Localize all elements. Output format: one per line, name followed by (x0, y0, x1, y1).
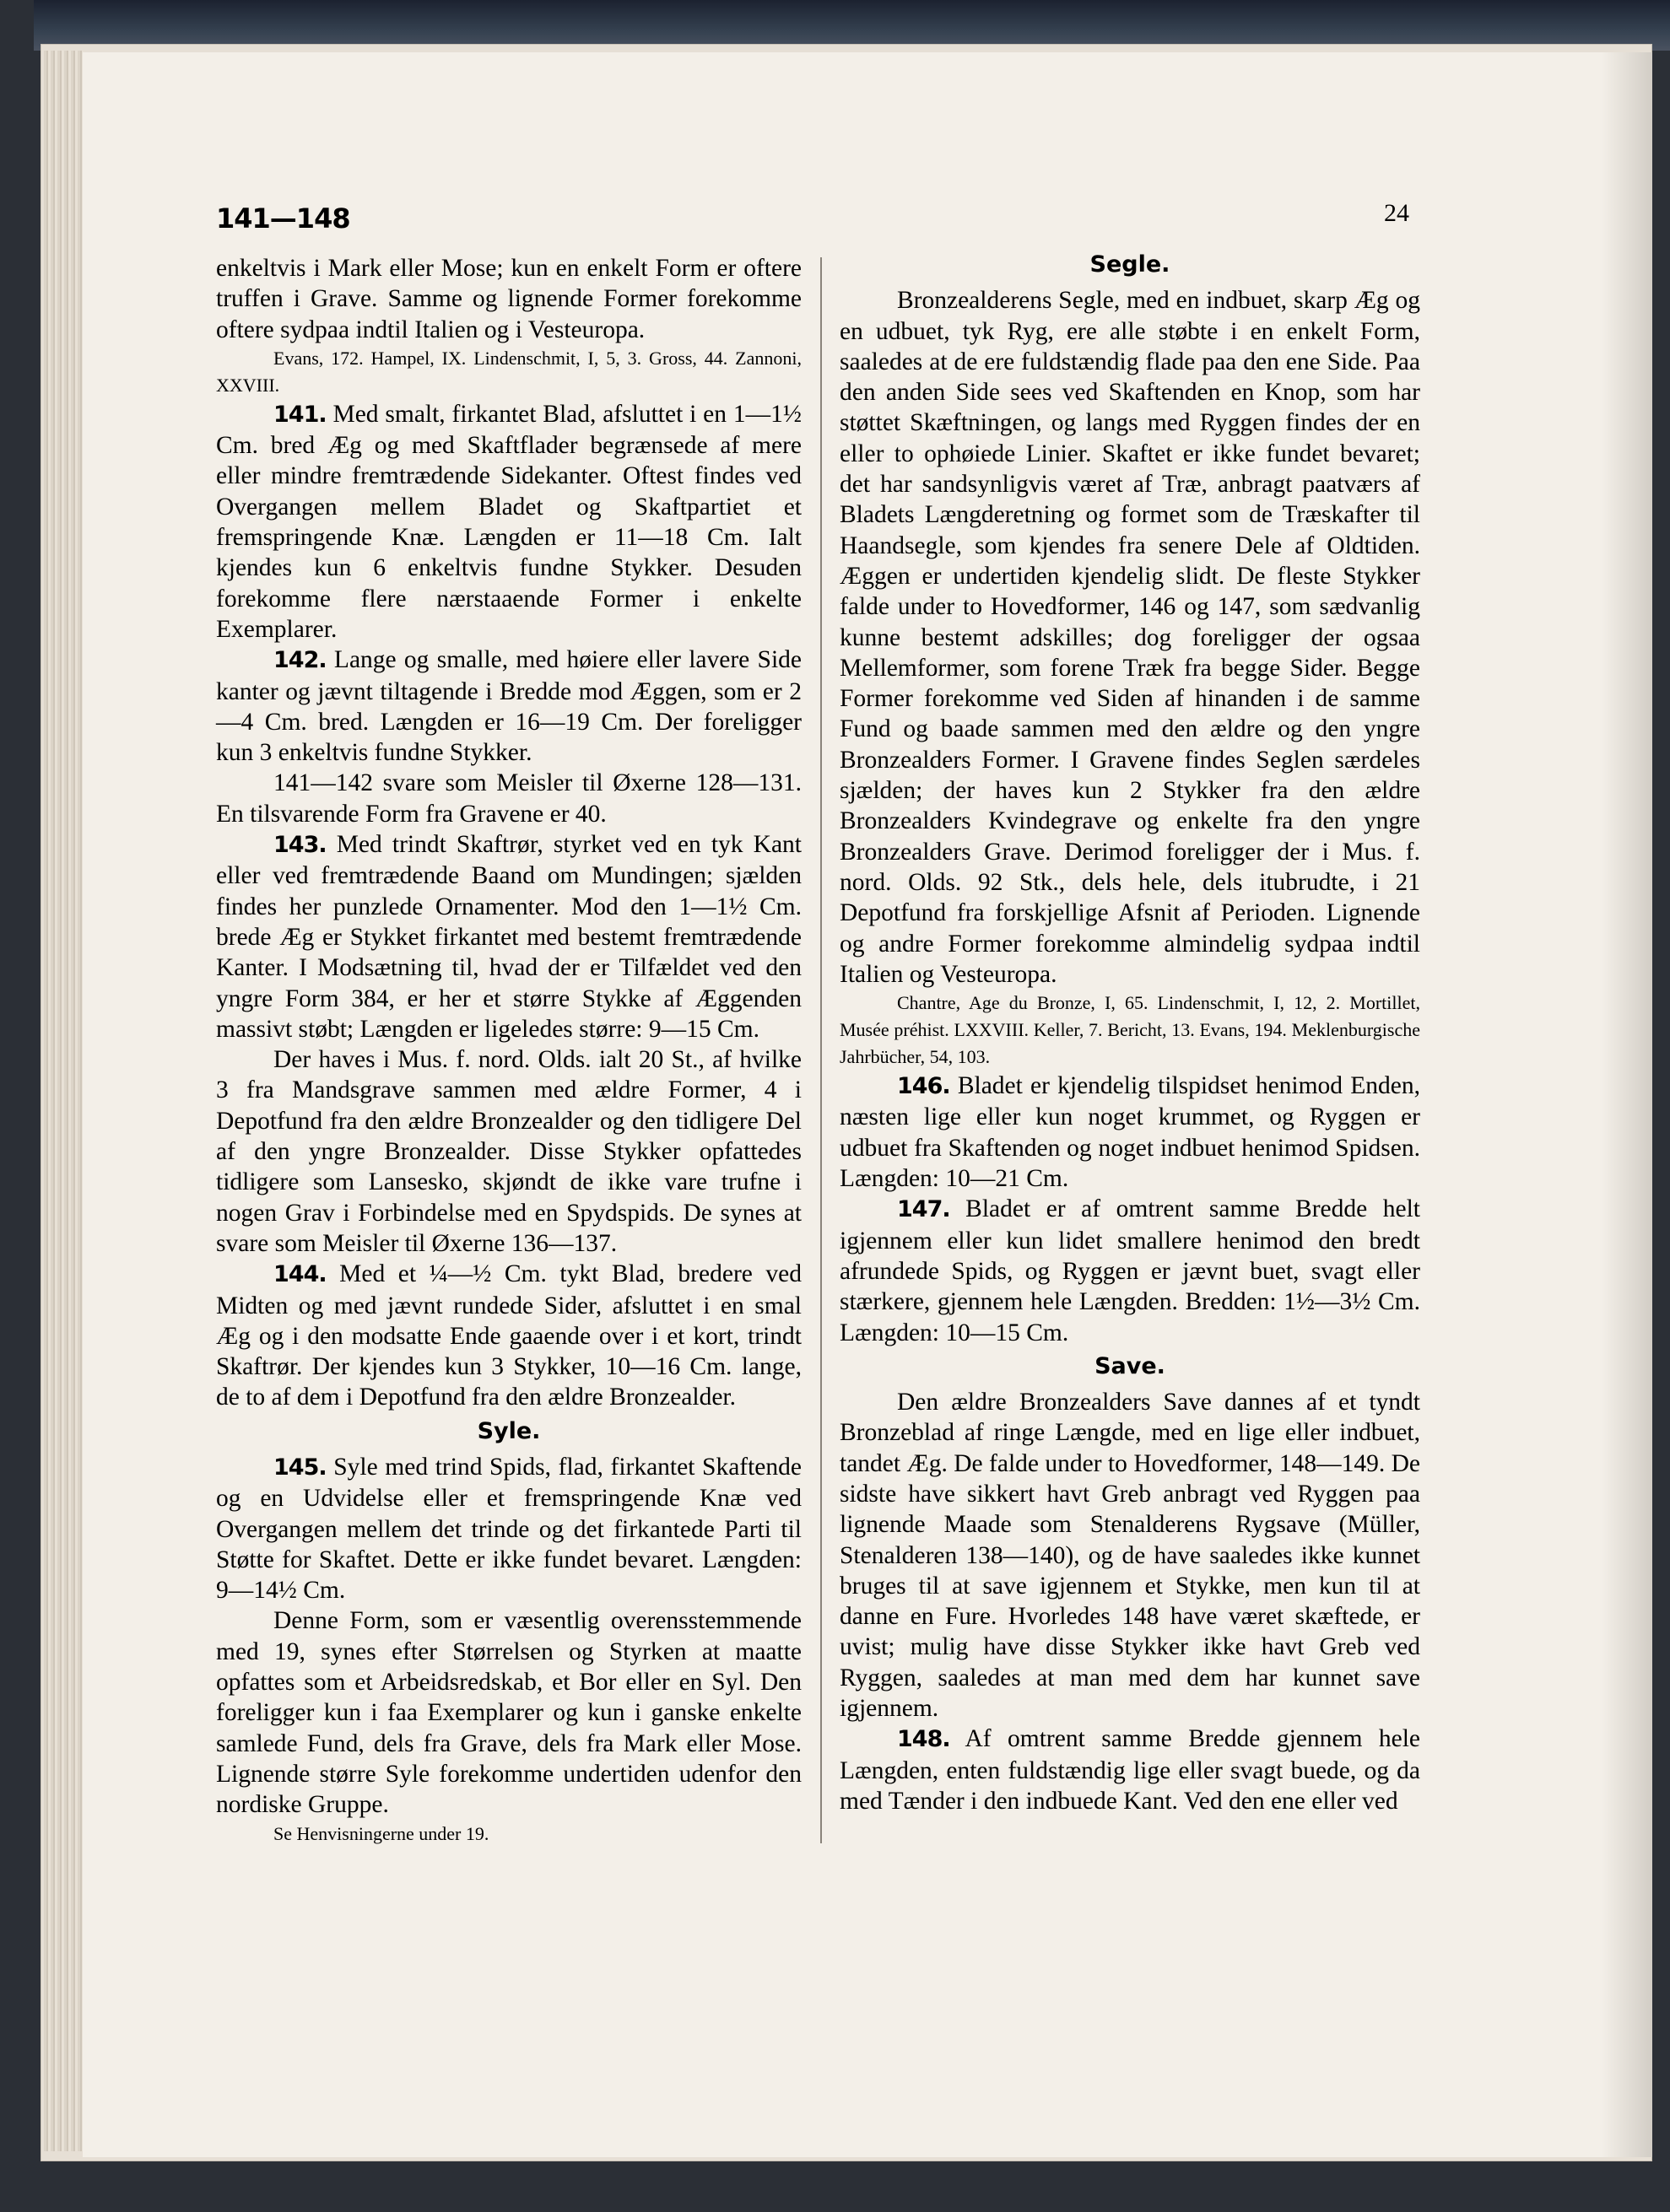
left-column (216, 253, 802, 1848)
section-heading: Save. (1094, 1352, 1165, 1379)
entry-text: Med trindt Skaftrør, styrket ved en tyk Kant eller ved fremtrædende Baand om Mundingen; sjælden findes her punzlede Ornamenter. Mod den 1—1½ Cm. brede Æg er Stykket firkantet med bestemt fremtrædende Kanter. I Modsætning til, hvad der er Tilfældet ved den yngre Form 384, er her et større Stykke af Æggenden massivt støbt; Længden er ligeledes større: 9—15 Cm. (216, 831, 802, 1043)
entry-text: Lange og smalle, med høiere eller lavere Side kanter og jævnt tiltagende i Bredde mod Æggen, som er 2—4 Cm. bred. Længden er 16—19 Cm. Der foreligger kun 3 enkeltvis fundne Stykker. (216, 646, 802, 767)
entry-number: 145. (273, 1454, 327, 1481)
reference-note: Chantre, Age du Bronze, I, 65. Lindenschmit, I, 12, 2. Mortillet, Musée préhist. LXXVIII. Keller, 7. Bericht, 13. Evans, 194. Meklenburgische Jahrbücher, 54, 103. (840, 992, 1420, 1068)
right-column (840, 246, 1420, 1816)
section-heading: Segle. (1089, 251, 1170, 278)
numbered-entry (216, 1259, 802, 1412)
book-binding (34, 0, 1670, 51)
entry-number: 148. (897, 1726, 950, 1753)
paragraph: Bronzealderens Segle, med en indbuet, skarp Æg og en udbuet, tyk Ryg, ere alle støbte i en enkelt Form, saaledes at de ere fuldstændig flade paa den ene Side. Paa den anden Side sees ved Skaftenden en Knop, som har støttet Skæftningen, og langs med Ryggen findes der en eller to ophøiede Linier. Skaftet er ikke fundet bevaret; det har sandsynligvis været af Træ, anbragt paatværs af Bladets Længderetning og formet som de Træskafter til Haandsegle, som kjendes fra senere Dele af Oldtiden. Æggen er undertiden kjendelig slidt. De fleste Stykker falde under to Hovedformer, 146 og 147, som sædvanlig kunne bestemt adskilles; dog foreligger der ogsaa Mellemformer, som forene Træk fra begge Sider. Begge Former forekomme ved Siden af hinanden i de samme Fund og baade sammen med den ældre og den yngre Bronzealders Former. I Gravene findes Seglen særdeles sjælden; der haves kun 2 Stykker fra den ældre Bronzealders Kvindegrave og enkelte fra den yngre Bronzealders Grave. Derimod foreligger der i Mus. f. nord. Olds. 92 Stk., dels hele, dels itubrudte, i 21 Depotfund fra forskjellige Afsnit af Perioden. Lignende og andre Former forekomme almindelig sydpaa indtil Italien og Vesteuropa. (840, 287, 1420, 988)
entry-text: Bladet er af omtrent samme Bredde helt igjennem eller kun lidet smallere henimod den bredt afrundede Spids, og Ryggen er jævnt buet, svagt eller stærkere, gjennem hele Længden. Bredden: 1½—3½ Cm. Længden: 10—15 Cm. (840, 1195, 1420, 1346)
reference-note: Se Henvisningerne under 19. (273, 1822, 489, 1844)
entry-text: Af omtrent samme Bredde gjennem hele Længden, enten fuldstændig lige eller svagt buede, og da med Tænder i den indbuede Kant. Ved den ene eller ved (840, 1725, 1420, 1815)
numbered-entry (216, 1452, 802, 1605)
numbered-entry (840, 1071, 1420, 1194)
section-heading: Syle. (477, 1417, 541, 1444)
paragraph: enkeltvis i Mark eller Mose; kun en enkelt Form er oftere truffen i Grave. Samme og lignende Former forekomme oftere sydpaa indtil Italien og i Vesteuropa. (216, 255, 802, 343)
entry-number: 146. (897, 1073, 950, 1100)
page-header-range: 141—148 (216, 202, 350, 235)
paragraph: Den ældre Bronzealders Save dannes af et tyndt Bronzeblad af ringe Længde, med en lige eller indbuet, tandet Æg. De falde under to Hovedformer, 148—149. De sidste have sikkert havt Greb anbragt ved Ryggen paa lignende Maade som Stenalderens Rygsave (Müller, Stenalderen 138—140), og de have saaledes ikke kunnet bruges til at save igjennem et Stykke, men kun til at danne en Fure. Hvorledes 148 have været skæftede, er uvist; mulig have disse Stykker ikke havt Greb ved Ryggen, saaledes at man med dem har kunnet save igjennem. (840, 1389, 1420, 1723)
numbered-entry (216, 399, 802, 645)
entry-text: Syle med trind Spids, flad, firkantet Skaftende og en Udvidelse eller et fremspringende Knæ ved Overgangen mellem det trinde og det firkantede Parti til Støtte for Skaftet. Dette er ikke fundet bevaret. Længden: 9—14½ Cm. (216, 1453, 802, 1605)
entry-number: 143. (273, 832, 327, 859)
entry-number: 142. (273, 647, 327, 674)
entry-text: Med smalt, firkantet Blad, afsluttet i en 1—1½ Cm. bred Æg og med Skaftflader begrænsede af mere eller mindre fremtrædende Sidekanter. Oftest findes ved Overgangen mellem Bladet og Skaftpartiet et fremspringende Knæ. Længden er 11—18 Cm. Ialt kjendes kun 6 enkeltvis fundne Stykker. Desuden forekomme flere nærstaaende Former i enkelte Exemplarer. (216, 400, 802, 643)
page-shadow (1602, 52, 1652, 2157)
paragraph: Der haves i Mus. f. nord. Olds. ialt 20 St., af hvilke 3 fra Mandsgrave sammen med ældre Former, 4 i Depotfund fra den ældre Bronzealder og den tidligere Del af den yngre Bronzealder. Disse Stykker opfattedes tidligere som Lansesko, skjøndt de ikke vare trufne i nogen Grav i Forbindelse med en Spydspids. De synes at svare som Meisler til Øxerne 136—137. (216, 1046, 802, 1257)
page-number: 24 (1384, 199, 1409, 227)
numbered-entry (840, 1724, 1420, 1816)
entry-number: 147. (897, 1196, 950, 1223)
entry-number: 141. (273, 401, 327, 428)
reference-note: Evans, 172. Hampel, IX. Lindenschmit, I, 5, 3. Gross, 44. Zannoni, XXVIII. (216, 347, 802, 396)
column-divider (820, 257, 822, 1843)
entry-text: Med et ¼—½ Cm. tykt Blad, bredere ved Midten og med jævnt rundede Sider, afsluttet i en smal Æg og i den modsatte Ende gaaende over i et kort, trindt Skaftrør. Der kjendes kun 3 Stykker, 10—16 Cm. lange, de to af dem i Depotfund fra den ældre Bronzealder. (216, 1260, 802, 1411)
page-edges (44, 51, 84, 2151)
paragraph: Denne Form, som er væsentlig overensstemmende med 19, synes efter Størrelsen og Styrken at maatte opfattes som et Arbeidsredskab, et Bor eller en Syl. Den foreligger kun i faa Exemplarer og kun i ganske enkelte samlede Fund, dels fra Grave, dels fra Mark eller Mose. Lignende større Syle forekomme undertiden udenfor den nordiske Gruppe. (216, 1607, 802, 1819)
numbered-entry (840, 1194, 1420, 1347)
entry-number: 144. (273, 1261, 327, 1288)
numbered-entry (216, 829, 802, 1044)
paragraph: 141—142 svare som Meisler til Øxerne 128—131. En tilsvarende Form fra Gravene er 40. (216, 769, 802, 828)
entry-text: Bladet er kjendelig tilspidset henimod Enden, næsten lige eller kun noget krummet, og Ryggen er udbuet fra Skaftenden og noget indbuet henimod Spidsen. Længden: 10—21 Cm. (840, 1072, 1420, 1193)
numbered-entry (216, 645, 802, 768)
